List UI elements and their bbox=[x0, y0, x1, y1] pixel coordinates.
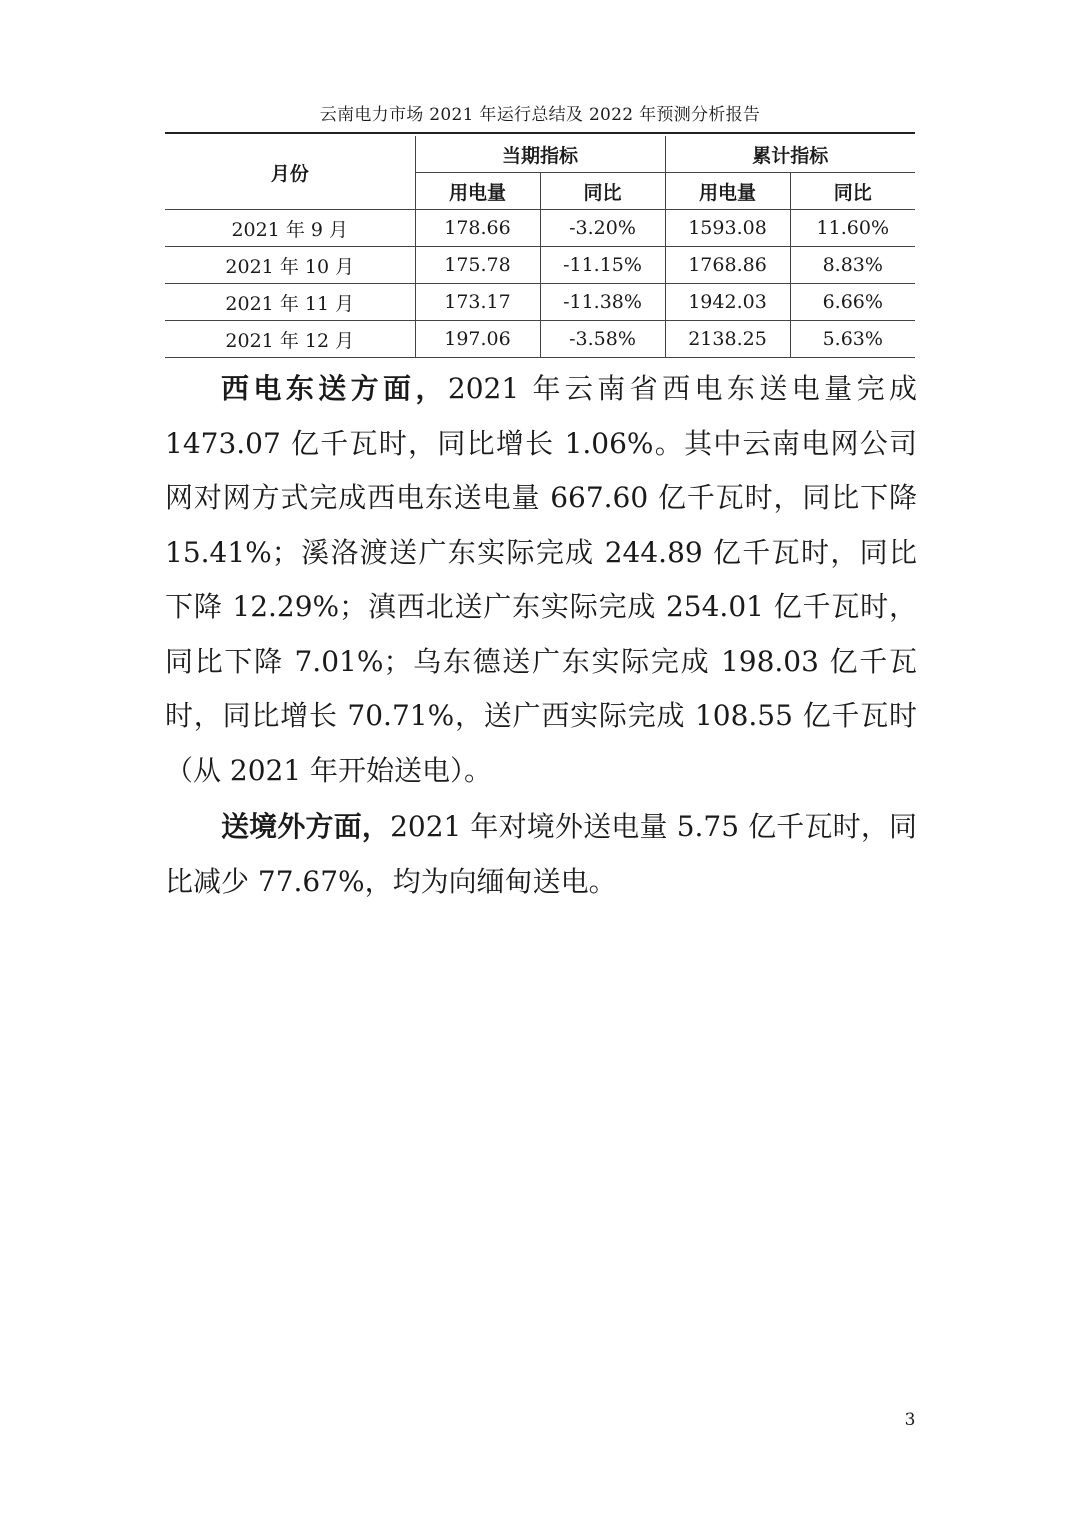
paragraph-body-text: 2021 年云南省西电东送电量完成 1473.07 亿千瓦时，同比增长 1.06%。其中云南电网公司网对网方式完成西电东送电量 667.60 亿千瓦时，同比下降 15.41%；溪洛渡送广东实际完成 244.89 亿千瓦时，同比下降 12.29%；滇西北送广东实际完成 254.01 亿千瓦时，同比下降 7.01%；乌东德送广东实际完成 198.03 亿千瓦时，同比增长 70.71%，送广西实际完成 108.55 亿千瓦时（从 2021 年开始送电）。 bbox=[165, 372, 917, 787]
cumulative-header: 累计指标 bbox=[665, 136, 915, 173]
cumulative-yoy-cell: 11.60% bbox=[790, 210, 915, 247]
page-number: 3 bbox=[904, 1410, 916, 1430]
current-usage-cell: 175.78 bbox=[415, 247, 540, 284]
current-usage-header: 用电量 bbox=[415, 173, 540, 210]
current-usage-cell: 173.17 bbox=[415, 284, 540, 321]
paragraph-cross-border-transmission bbox=[165, 800, 917, 909]
running-header-title: 云南电力市场 2021 年运行总结及 2022 年预测分析报告 bbox=[319, 105, 761, 125]
month-column-header: 月份 bbox=[165, 136, 415, 210]
paragraph-lead-heading: 送境外方面， bbox=[221, 810, 391, 843]
table-row bbox=[165, 247, 915, 284]
paragraph-body-text: 2021 年对境外送电量 5.75 亿千瓦时，同比减少 77.67%，均为向缅甸送电。 bbox=[165, 810, 917, 898]
monthly-electricity-table bbox=[165, 136, 915, 358]
current-period-header: 当期指标 bbox=[415, 136, 665, 173]
cumulative-yoy-cell: 5.63% bbox=[790, 321, 915, 358]
table-row bbox=[165, 284, 915, 321]
month-cell: 2021 年 9 月 bbox=[165, 210, 415, 247]
table-row bbox=[165, 210, 915, 247]
current-yoy-cell: -11.15% bbox=[540, 247, 665, 284]
cumulative-yoy-cell: 6.66% bbox=[790, 284, 915, 321]
paragraph-lead-heading: 西电东送方面， bbox=[221, 372, 448, 405]
month-cell: 2021 年 10 月 bbox=[165, 247, 415, 284]
table-row bbox=[165, 321, 915, 358]
current-usage-cell: 197.06 bbox=[415, 321, 540, 358]
current-yoy-cell: -11.38% bbox=[540, 284, 665, 321]
header-rule bbox=[165, 132, 915, 134]
month-cell: 2021 年 11 月 bbox=[165, 284, 415, 321]
cumulative-yoy-cell: 8.83% bbox=[790, 247, 915, 284]
cumulative-usage-cell: 2138.25 bbox=[665, 321, 790, 358]
cumulative-usage-header: 用电量 bbox=[665, 173, 790, 210]
paragraph-west-east-transmission bbox=[165, 362, 917, 798]
current-yoy-cell: -3.58% bbox=[540, 321, 665, 358]
cumulative-usage-cell: 1593.08 bbox=[665, 210, 790, 247]
month-cell: 2021 年 12 月 bbox=[165, 321, 415, 358]
cumulative-yoy-header: 同比 bbox=[790, 173, 915, 210]
cumulative-usage-cell: 1942.03 bbox=[665, 284, 790, 321]
cumulative-usage-cell: 1768.86 bbox=[665, 247, 790, 284]
current-yoy-header: 同比 bbox=[540, 173, 665, 210]
current-yoy-cell: -3.20% bbox=[540, 210, 665, 247]
current-usage-cell: 178.66 bbox=[415, 210, 540, 247]
